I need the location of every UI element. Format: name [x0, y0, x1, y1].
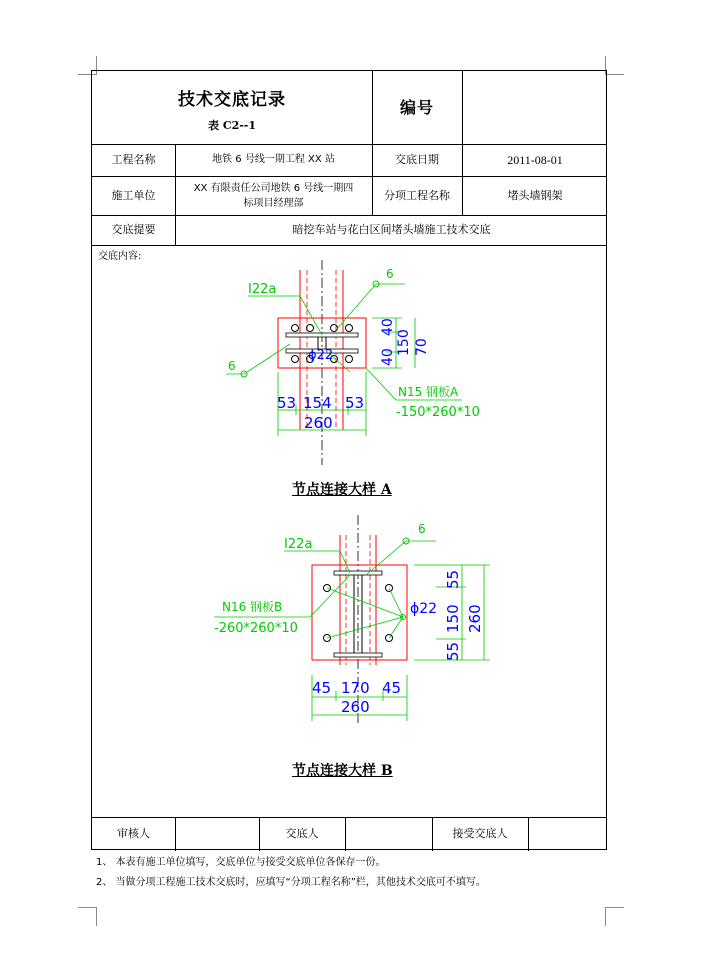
- form-title: 技术交底记录: [178, 89, 286, 110]
- dim-b-h1: 45: [312, 679, 332, 697]
- dim-a-h3: 53: [345, 394, 365, 412]
- project-name-label: 工程名称: [111, 153, 156, 166]
- reviewer-value[interactable]: [175, 817, 259, 851]
- form-number: 表 C2--1: [207, 118, 257, 132]
- unit-value-line1: XX 有限责任公司地铁 6 号线一期四: [193, 182, 354, 194]
- reviewer-label: 审核人: [117, 827, 150, 840]
- detail-b-caption: 节点连接大样 B: [292, 763, 393, 779]
- unit-value-line2: 标项目经理部: [243, 197, 304, 209]
- dim-a-h1: 53: [277, 394, 297, 412]
- receiver-value[interactable]: [528, 817, 608, 851]
- project-name-value[interactable]: 地铁 6 号线一期工程 XX 站: [212, 154, 335, 165]
- dim-a-v1: 40: [380, 318, 396, 336]
- note-1: 1、 本表有施工单位填写，交底单位与接受交底单位各保存一份。: [96, 857, 386, 868]
- note-2: 2、 当做分项工程施工技术交底时，应填写“分项工程名称”栏，其他技术交底可不填写。: [96, 877, 486, 888]
- dim-b-v-total: 260: [466, 604, 484, 633]
- number-value[interactable]: [462, 71, 608, 144]
- plate-size-a: -150*260*10: [396, 405, 480, 420]
- discloser-label: 交底人: [285, 827, 319, 840]
- bolt-label-b: ϕ22: [410, 601, 438, 617]
- bolt-label-a: ϕ22: [308, 348, 334, 363]
- weld-top-a: 6: [386, 267, 394, 281]
- sub-project-label: 分项工程名称: [384, 188, 450, 202]
- dim-b-v1: 55: [444, 569, 462, 589]
- crop-mark-bottom-left: [78, 907, 97, 926]
- detail-a-drawing: [200, 260, 500, 470]
- summary-label: 交底提要: [111, 223, 156, 236]
- dim-b-v3: 55: [444, 641, 462, 661]
- detail-a-caption: 节点连接大样 A: [292, 482, 392, 498]
- beam-label-b: I22a: [284, 537, 313, 552]
- date-value[interactable]: 2011-08-01: [507, 153, 563, 167]
- summary-value[interactable]: 暗挖车站与花白区间堵头墙施工技术交底: [292, 223, 491, 236]
- dim-a-h2: 154: [303, 394, 332, 412]
- dim-b-v2: 150: [444, 604, 462, 633]
- plate-name-b: N16 钢板B: [222, 600, 283, 614]
- receiver-label: 接受交底人: [452, 827, 508, 840]
- dim-a-v-total: 70: [414, 338, 430, 356]
- plate-b: [312, 565, 407, 660]
- discloser-value[interactable]: [345, 817, 432, 851]
- beam-label-a: I22a: [248, 282, 277, 297]
- dim-a-h-total: 260: [304, 414, 333, 432]
- unit-label: 施工单位: [111, 188, 156, 202]
- content-label: 交底内容:: [98, 251, 142, 262]
- sub-project-value[interactable]: 堵头墙钢架: [507, 188, 563, 202]
- plate-name-a: N15 钢板A: [398, 385, 459, 399]
- weld-left-a: 6: [228, 359, 236, 373]
- plate-size-b: -260*260*10: [214, 621, 298, 636]
- number-label: 编号: [399, 97, 434, 117]
- weld-top-b: 6: [418, 522, 426, 536]
- dim-b-h-total: 260: [341, 698, 370, 716]
- dim-a-v2: 40: [380, 348, 396, 366]
- dim-b-h2: 170: [341, 679, 370, 697]
- date-label: 交底日期: [395, 153, 439, 166]
- detail-b-drawing: [200, 515, 510, 730]
- dim-b-h3: 45: [382, 679, 402, 697]
- unit-value[interactable]: [175, 176, 372, 215]
- dim-a-v-mid: 150: [396, 329, 412, 356]
- crop-mark-bottom-right: [605, 907, 624, 926]
